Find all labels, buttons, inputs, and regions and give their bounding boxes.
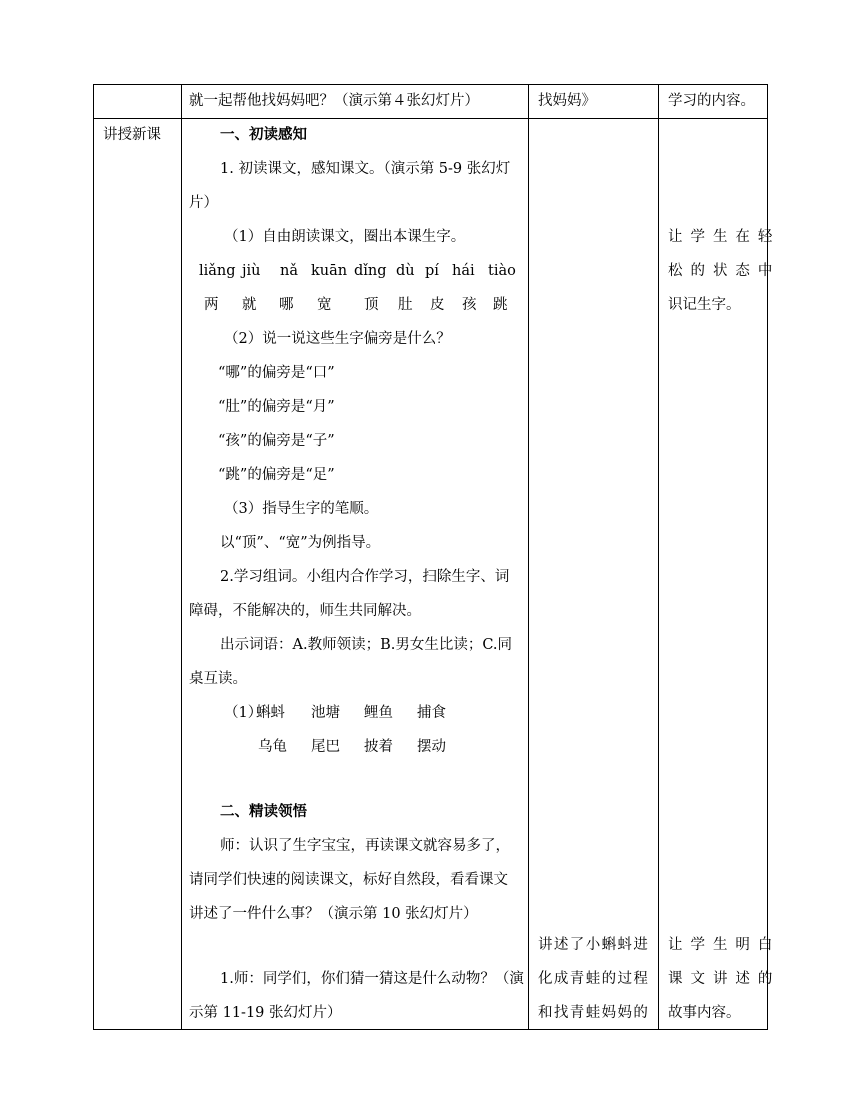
- pinyin-item: pí: [425, 263, 439, 279]
- content-summary-line1: 讲述了小蝌蚪进: [538, 937, 650, 953]
- pinyin-item: dǐng: [354, 263, 387, 279]
- purpose-b-line3: 故事内容。: [668, 1005, 741, 1021]
- character-item: 就: [242, 297, 257, 313]
- row1-content-text: 找妈妈》: [538, 93, 596, 109]
- word-item: 乌龟: [258, 739, 287, 755]
- teacher-line3: 讲述了一件什么事？（演示第 10 张幻灯片）: [189, 906, 478, 922]
- sub-step-3: （3）指导生字的笔顺。: [224, 501, 379, 517]
- pinyin-item: tiào: [488, 263, 516, 279]
- radical-line: “跳”的偏旁是“足”: [218, 467, 335, 483]
- pinyin-item: jiù: [242, 263, 261, 279]
- purpose-a-line2: 松的状态中: [668, 263, 781, 279]
- pinyin-item: hái: [452, 263, 475, 279]
- stage-label: 讲授新课: [103, 127, 161, 143]
- character-item: 跳: [493, 297, 508, 313]
- item1-line2: 片）: [189, 195, 218, 211]
- word-item: 尾巴: [311, 739, 340, 755]
- teacher-line1: 师：认识了生字宝宝，再读课文就容易多了，: [220, 838, 510, 854]
- row-divider: [93, 118, 768, 119]
- row1-purpose-text: 学习的内容。: [668, 93, 755, 109]
- question1-line2: 示第 11-19 张幻灯片）: [189, 1005, 342, 1021]
- section-title-close-reading: 二、精读领悟: [220, 803, 307, 820]
- item2-line1: 2.学习组词。小组内合作学习，扫除生字、词: [220, 569, 510, 585]
- character-item: 孩: [462, 297, 477, 313]
- words-intro-line2: 桌互读。: [189, 671, 247, 687]
- teacher-line2: 请同学们快速的阅读课文，标好自然段，看看课文: [189, 872, 508, 888]
- word-list-label: （1）: [224, 705, 263, 721]
- pinyin-item: kuān: [311, 263, 348, 279]
- content-summary-line3: 和找青蛙妈妈的: [538, 1005, 650, 1021]
- col-border-left: [93, 84, 94, 1030]
- purpose-a-line1: 让学生在轻: [668, 229, 781, 245]
- row1-activity-text: 就一起帮他找妈妈吧？（演示第４张幻灯片）: [189, 93, 479, 109]
- radical-line: “哪”的偏旁是“口”: [218, 365, 335, 381]
- character-item: 宽: [317, 297, 332, 313]
- section-title-first-reading: 一、初读感知: [220, 126, 307, 143]
- words-intro-line1: 出示词语：A.教师领读；B.男女生比读；C.同: [220, 637, 513, 653]
- sub-step-1: （1）自由朗读课文，圈出本课生字。: [224, 229, 466, 245]
- col-border-2: [528, 84, 529, 1030]
- word-item: 鲤鱼: [364, 705, 393, 721]
- item2-line2: 障碍，不能解决的，师生共同解决。: [189, 603, 421, 619]
- purpose-b-line2: 课文讲述的: [668, 971, 781, 987]
- word-item: 蝌蚪: [256, 705, 285, 721]
- col-border-3: [658, 84, 659, 1030]
- word-item: 摆动: [417, 739, 446, 755]
- radical-line: “肚”的偏旁是“月”: [218, 399, 335, 415]
- content-summary-line2: 化成青蛙的过程: [538, 971, 650, 987]
- pinyin-item: dù: [396, 263, 415, 279]
- word-item: 捕食: [417, 705, 446, 721]
- question1-line1: 1.师：同学们，你们猜一猜这是什么动物？（演: [220, 971, 524, 987]
- purpose-b-line1: 让学生明白: [668, 937, 781, 953]
- sub-step-2: （2）说一说这些生字偏旁是什么？: [224, 331, 451, 347]
- character-item: 肚: [398, 297, 413, 313]
- character-item: 皮: [430, 297, 445, 313]
- sub-step-3-example: 以“顶”、“宽”为例指导。: [220, 535, 381, 551]
- word-item: 池塘: [311, 705, 340, 721]
- character-item: 两: [204, 297, 219, 313]
- character-item: 哪: [279, 297, 294, 313]
- pinyin-item: nǎ: [280, 263, 298, 279]
- radical-line: “孩”的偏旁是“子”: [218, 433, 335, 449]
- character-item: 顶: [364, 297, 379, 313]
- word-item: 披着: [364, 739, 393, 755]
- pinyin-item: liǎng: [199, 263, 236, 279]
- purpose-a-line3: 识记生字。: [668, 297, 741, 313]
- col-border-1: [181, 84, 182, 1030]
- item1-line1: 1. 初读课文，感知课文。（演示第 5-9 张幻灯: [220, 161, 511, 177]
